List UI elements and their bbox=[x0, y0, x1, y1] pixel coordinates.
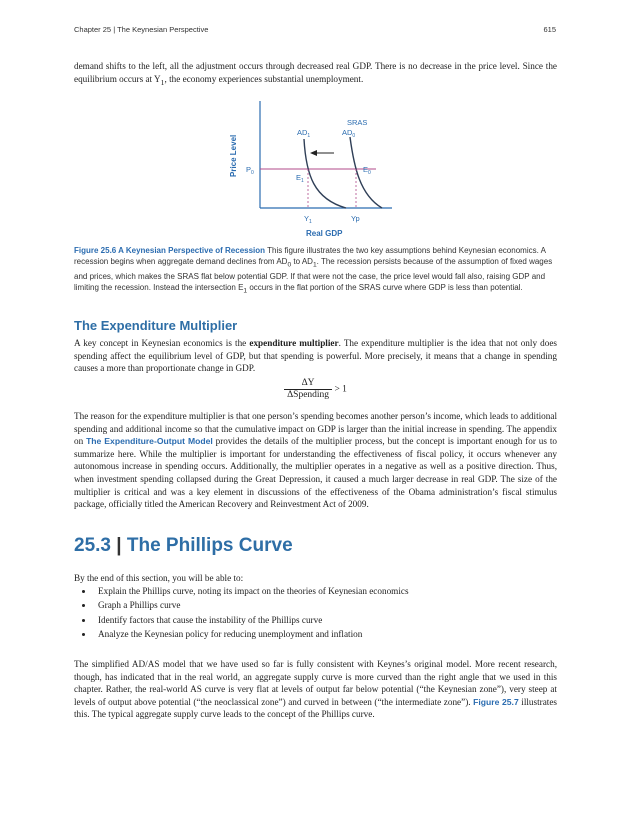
intro-line-2b: , the economy experiences substantial unemployment. bbox=[164, 73, 364, 84]
yp-label: Yp bbox=[351, 214, 360, 223]
p0-label-sub: 0 bbox=[251, 170, 254, 176]
ad0-label bbox=[342, 128, 355, 139]
objective-item: • Analyze the Keynesian policy for reducing unemployment and inflation bbox=[94, 627, 557, 641]
page-number: 615 bbox=[543, 25, 556, 34]
caption-text-2: to AD bbox=[291, 257, 313, 266]
y-axis-label: Price Level bbox=[229, 134, 238, 177]
intro-line-2a: level. Since the equilibrium occurs at Y bbox=[74, 61, 557, 84]
multiplier-p1-b: . The expenditure multiplier is the idea that not only does spending affect the equilibrium level of GDP, but that spending is powerful. More precisely, it means that a change in spending causes a more than proportionate change in GDP. bbox=[74, 338, 557, 374]
multiplier-paragraph-1 bbox=[74, 337, 557, 375]
multiplier-term: expenditure multiplier bbox=[249, 338, 339, 348]
phillips-paragraph bbox=[74, 658, 557, 721]
e0-label-sub: 0 bbox=[368, 170, 371, 176]
objective-item: • Graph a Phillips curve bbox=[94, 598, 557, 612]
e1-label-main: E bbox=[296, 173, 302, 182]
phillips-p-a: The simplified AD/AS model that we have used so far is fully consistent with Keynes’s original model. More recent research, though, has indicated that in the real world, an aggregate supply curve is more curved than the right angle that we used in this chapter. Rather, the real-world AS curve is very flat at levels of output far below potential (“the Keynesian zone”), very steep at levels of output above potential (“the neoclassical zone”) and curved in between (“the intermediate zone”). bbox=[74, 659, 557, 707]
y1-label bbox=[304, 214, 312, 225]
caption-text-3: . The recession persists because of the assumption of fixed wages and prices, which makes the SRAS flat below potential GDP. If that were not the case, the price level would fall also, raising GDP and limiting the recession. Instead the intersection E bbox=[74, 257, 553, 292]
section-heading bbox=[74, 535, 557, 557]
caption-text-4: occurs in the flat portion of the SRAS curve where GDP is less than potential. bbox=[247, 282, 523, 292]
e1-label bbox=[296, 173, 304, 184]
p0-label-main: P bbox=[246, 165, 252, 174]
formula-denominator: ΔSpending bbox=[287, 390, 330, 400]
p0-label bbox=[246, 165, 254, 176]
formula-numerator: ΔY bbox=[284, 378, 332, 390]
learning-objectives bbox=[74, 584, 557, 642]
figure-caption bbox=[74, 245, 557, 296]
formula-rhs: > 1 bbox=[332, 384, 347, 395]
section-number: 25.3 bbox=[74, 535, 111, 556]
phillips-p-b: illustrates this. The typical aggregate supply curve leads to the concept of the Phillips curve. bbox=[74, 696, 558, 720]
multiplier-heading: The Expenditure Multiplier bbox=[74, 318, 238, 333]
caption-label: Figure 25.6 A Keynesian Perspective of Recession bbox=[74, 246, 266, 255]
shift-arrow-head bbox=[310, 150, 317, 156]
expenditure-output-model-link[interactable]: The Expenditure-Output Model bbox=[86, 436, 213, 447]
multiplier-paragraph-2 bbox=[74, 410, 557, 511]
y1-label-sub: 1 bbox=[309, 219, 312, 225]
e0-label-main: E bbox=[363, 165, 369, 174]
objective-item: • Explain the Phillips curve, noting its impact on the theories of Keynesian economics bbox=[94, 584, 557, 598]
intro-line-1: demand shifts to the left, all the adjustment occurs through decreased real GDP. There is no decrease in the price bbox=[74, 61, 497, 71]
caption-sub-2: 1 bbox=[312, 261, 317, 269]
figure-25-7-link[interactable]: Figure 25.7 bbox=[473, 696, 519, 707]
running-header-chapter: Chapter 25 | The Keynesian Perspective bbox=[74, 25, 209, 34]
objectives-intro: By the end of this section, you will be able to: bbox=[74, 573, 244, 583]
ad1-curve bbox=[304, 139, 346, 208]
ad1-label bbox=[297, 128, 310, 139]
multiplier-p1-a: A key concept in Keynesian economics is the bbox=[74, 338, 250, 348]
caption-sub-3: 1 bbox=[243, 287, 248, 295]
e0-label bbox=[363, 165, 371, 176]
ad1-label-main: AD bbox=[297, 128, 308, 137]
ad0-label-main: AD bbox=[342, 128, 353, 137]
e1-label-sub: 1 bbox=[301, 178, 304, 184]
keynesian-recession-figure bbox=[222, 95, 412, 245]
y1-label-main: Y bbox=[304, 214, 310, 223]
intro-sub: 1 bbox=[160, 77, 165, 87]
objective-item: • Identify factors that cause the instability of the Phillips curve bbox=[94, 613, 557, 627]
ad0-label-sub: 0 bbox=[352, 133, 356, 139]
sras-label: SRAS bbox=[347, 118, 368, 127]
multiplier-p2-a: The reason for the expenditure multiplier is that one person’s spending becomes another person’s income, which leads to additional spending and additional income so that the cumulative impact on GDP is larger than the initial increase in spending. The appendix on bbox=[74, 411, 557, 447]
multiplier-p2-b: provides the details of the multiplier process, but the concept is important enough for us to summarize here. While the multiplier is important for understanding the effectiveness of fiscal policy, it occurs whenever any autonomous increase in spending occurs. Additionally, the multiplier operates in a negative as well as a positive direction. Thus, when investment spending collapsed during the Great Depression, it caused a much larger decrease in real GDP. The size of the multiplier is critical and was a key element in discussions of the effectiveness of the Obama administration’s fiscal stimulus package, officially titled the American Recovery and Reinvestment Act of 2009. bbox=[74, 436, 557, 510]
caption-sub-1: 0 bbox=[287, 261, 292, 269]
multiplier-formula bbox=[74, 378, 557, 401]
ad1-label-sub: 1 bbox=[307, 133, 311, 139]
intro-paragraph bbox=[74, 60, 557, 89]
caption-text-1: This figure illustrates the two key assumptions behind Keynesian economics. A recession begins when aggregate demand declines from AD bbox=[74, 246, 546, 266]
formula-fraction bbox=[284, 378, 332, 401]
section-separator: | bbox=[116, 535, 122, 556]
section-title: The Phillips Curve bbox=[126, 535, 293, 556]
x-axis-label: Real GDP bbox=[306, 229, 343, 238]
